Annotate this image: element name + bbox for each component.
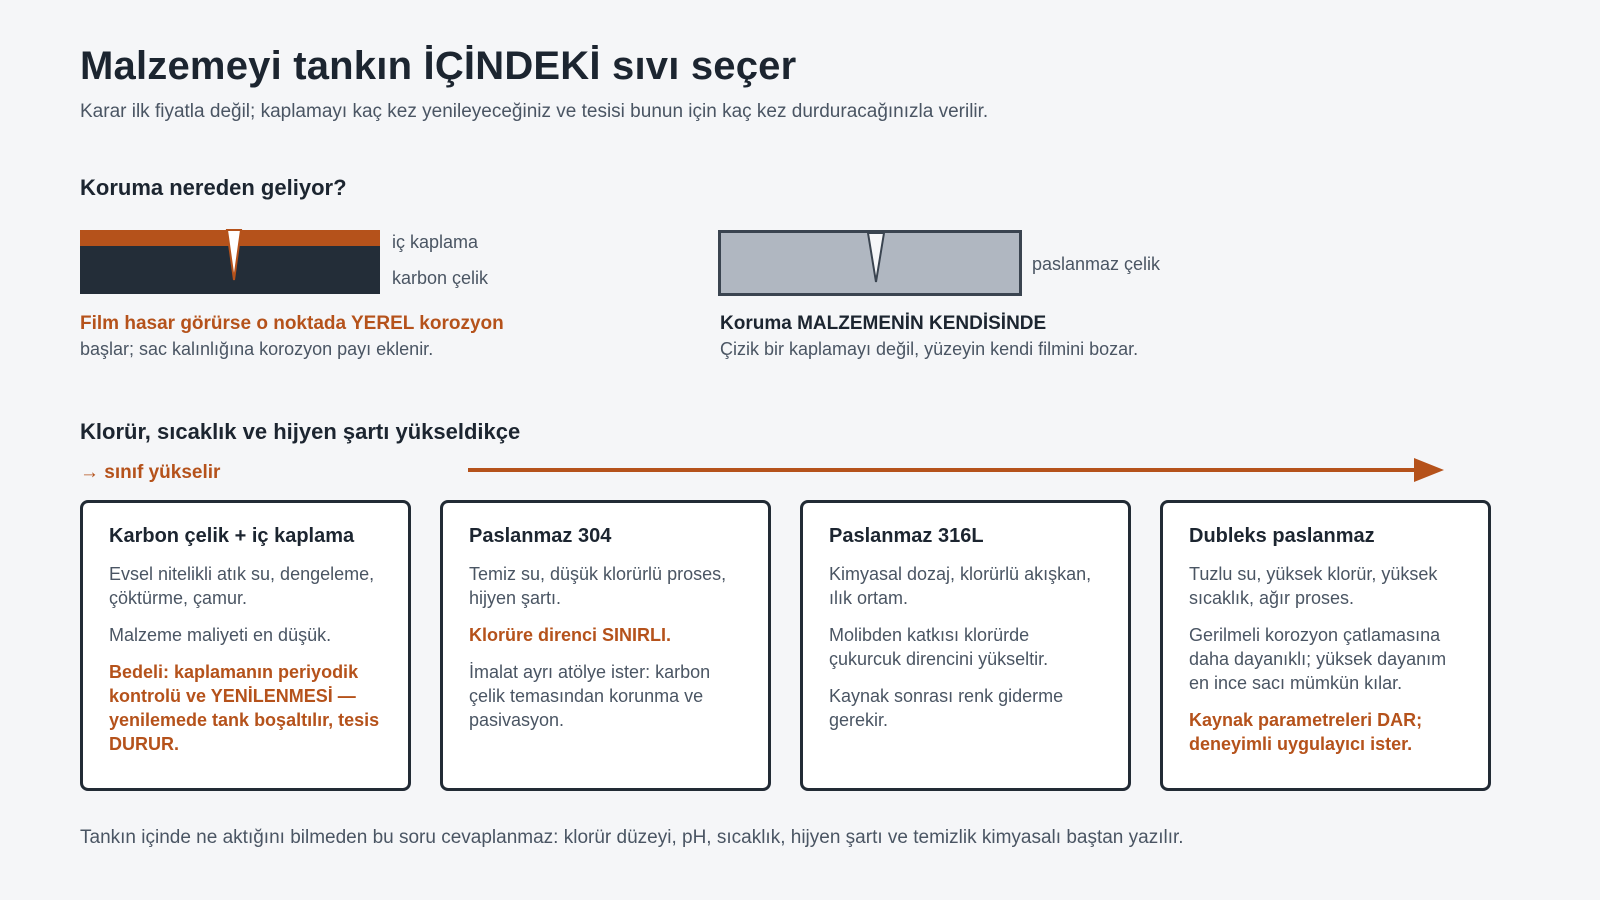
card-detail: İmalat ayrı atölye ister: karbon çelik temasından korunma ve pasivasyon. [469,662,711,730]
coated-note-strong: Film hasar görürse o noktada YEREL korozyon [80,313,504,334]
label-carbon-steel: karbon çelik [392,268,489,288]
card-detail: Gerilmeli korozyon çatlamasına daha dayanıklı; yüksek dayanım en ince sacı mümkün kılar. [1189,625,1447,693]
coated-note-rest: başlar; sac kalınlığına korozyon payı eklenir. [80,339,434,359]
card-duplex [1160,500,1491,791]
arrow-label: → sınıf yükselir [80,462,221,483]
scale-heading: Klorür, sıcaklık ve hijyen şartı yükseldikçe [80,419,521,444]
page-title: Malzemeyi tankın İÇİNDEKİ sıvı seçer [80,44,797,88]
page-subtitle: Karar ilk fiyatla değil; kaplamayı kaç kez yenileyeceğiniz ve tesisi bunun için kaç kez durduracağınızla verilir. [80,101,989,122]
card-carbon-steel [80,500,411,791]
label-coating: iç kaplama [392,232,479,252]
stainless-steel-diagram [718,230,1024,300]
coated-steel-diagram [80,228,380,296]
footer-note: Tankın içinde ne aktığını bilmeden bu soru cevaplanmaz: klorür düzeyi, pH, sıcaklık, hijyen şartı ve temizlik kimyasalı baştan yazılır. [80,827,1184,848]
card-warning: Bedeli: kaplamanın periyodik kontrolü ve YENİLENMESİ — yenilemede tank boşaltılır, tesis DURUR. [109,662,380,754]
card-stainless-304 [440,500,771,791]
protection-heading: Koruma nereden geliyor? [80,175,347,200]
card-usage: Tuzlu su, yüksek klorür, yüksek sıcaklık, ağır proses. [1189,564,1438,608]
label-stainless: paslanmaz çelik [1032,254,1161,274]
card-usage: Evsel nitelikli atık su, dengeleme, çöktürme, çamur. [109,564,375,608]
card-title: Karbon çelik + iç kaplama [109,525,355,547]
card-detail: Malzeme maliyeti en düşük. [109,625,332,645]
card-title: Paslanmaz 304 [469,525,612,547]
card-usage: Kimyasal dozaj, klorürlü akışkan, ılık ortam. [829,564,1092,608]
card-title: Dubleks paslanmaz [1189,525,1375,547]
card-note: Kaynak sonrası renk giderme gerekir. [829,686,1064,730]
card-warning: Kaynak parametreleri DAR; deneyimli uygulayıcı ister. [1189,710,1423,754]
grade-arrow [468,456,1448,486]
stainless-note-strong: Koruma MALZEMENİN KENDİSİNDE [720,313,1047,334]
card-stainless-316l [800,500,1131,791]
card-usage: Temiz su, düşük klorürlü proses, hijyen şartı. [469,564,727,608]
stainless-note-rest: Çizik bir kaplamayı değil, yüzeyin kendi filmini bozar. [720,339,1139,359]
card-detail: Molibden katkısı klorürde çukurcuk direncini yükseltir. [829,625,1049,669]
card-title: Paslanmaz 316L [829,525,984,547]
card-warning: Klorüre direnci SINIRLI. [469,625,672,645]
